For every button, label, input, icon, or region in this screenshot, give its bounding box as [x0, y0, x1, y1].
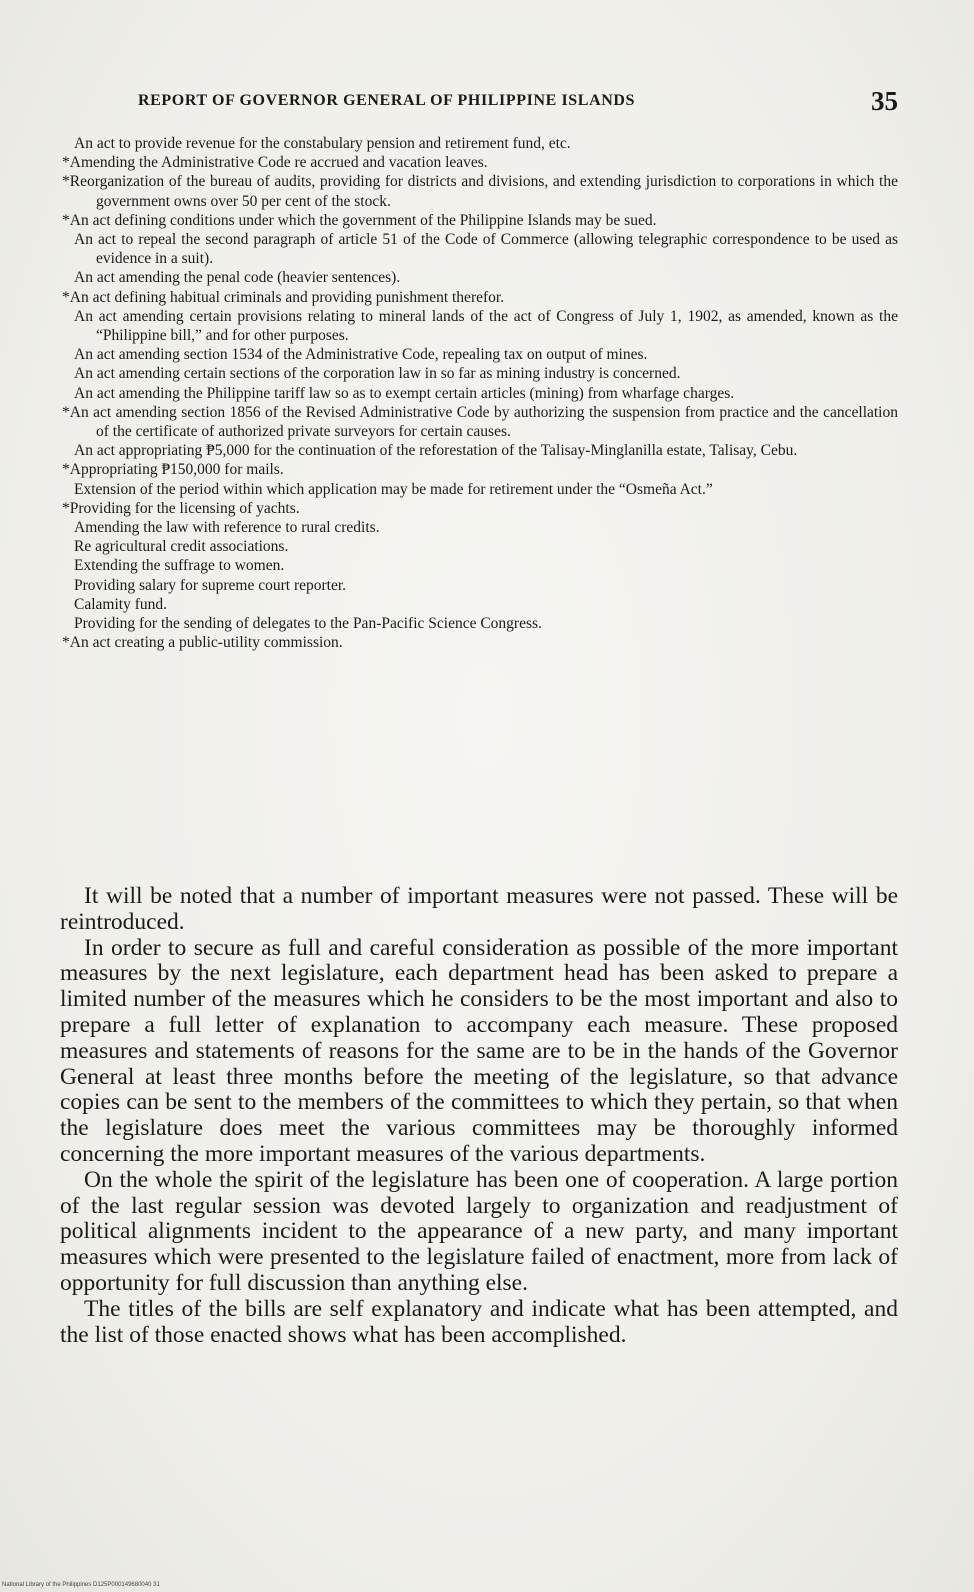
act-item [62, 172, 898, 210]
act-text: An act to provide revenue for the constabulary pension and retirement fund, etc. [74, 135, 571, 152]
paragraph: On the whole the spirit of the legislature has been one of cooperation. A large portion of the last regular session was devoted largely to organization and readjustment of political alignments incident to the appearance of a new party, and many important measures which were presented to the legislature failed of enactment, more from lack of opportunity for full discussion than anything else. [60, 1166, 898, 1296]
act-item [62, 134, 898, 153]
act-item [62, 518, 898, 537]
act-item [62, 288, 898, 307]
act-text: Appropriating ₱150,000 for mails. [69, 461, 284, 479]
act-marker: * [62, 211, 70, 229]
act-item [62, 211, 898, 230]
act-item [62, 614, 898, 633]
act-text: Extending the suffrage to women. [74, 557, 285, 575]
act-marker: * [62, 288, 70, 306]
act-text: Amending the Administrative Code re accrued and vacation leaves. [69, 154, 488, 172]
act-item [62, 307, 898, 345]
act-item [62, 460, 898, 479]
act-item [62, 364, 898, 383]
act-item [62, 403, 898, 441]
running-head: REPORT OF GOVERNOR GENERAL OF PHILIPPINE ISLANDS [138, 92, 636, 109]
act-marker: * [62, 499, 70, 517]
act-marker: * [62, 634, 70, 652]
act-text: An act amending section 1534 of the Administrative Code, repealing tax on output of mines. [74, 346, 648, 364]
act-text: Re agricultural credit associations. [74, 538, 289, 556]
act-item [62, 441, 898, 460]
page-number: 35 [871, 86, 898, 116]
act-text: An act defining habitual criminals and providing punishment therefor. [69, 288, 505, 306]
act-marker: * [62, 403, 70, 421]
act-text: Amending the law with reference to rural credits. [74, 519, 380, 537]
acts-list [62, 134, 898, 652]
act-item [62, 499, 898, 518]
act-text: An act appropriating ₱5,000 for the continuation of the reforestation of the Talisay-Minglanilla estate, Talisay, Cebu. [74, 442, 798, 460]
act-item [62, 268, 898, 287]
paragraph: In order to secure as full and careful consideration as possible of the more important measures by the next legislature, each department head has been asked to prepare a limited number of the measures which he considers to be the most important and also to prepare a full letter of explanation to accompany each measure. These proposed measures and statements of reasons for the same are to be in the hands of the Governor General at least three months before the meeting of the legislature, so that advance copies can be sent to the members of the committees to which they pertain, so that when the legislature does meet the various committees may be thoroughly informed concerning the more important measures of the various departments. [60, 934, 898, 1167]
act-text: An act creating a public-utility commission. [69, 634, 343, 652]
act-item [62, 633, 898, 652]
act-item [62, 576, 898, 595]
act-text: Providing for the licensing of yachts. [69, 499, 300, 517]
body-text [60, 884, 898, 1348]
act-marker: * [62, 461, 70, 479]
act-text: Reorganization of the bureau of audits, providing for districts and divisions, and extending jurisdiction to corporations in which the government owns over 50 per cent of the stock. [69, 173, 898, 210]
page-header [138, 86, 898, 122]
act-text: An act amending certain sections of the corporation law in so far as mining industry is concerned. [74, 365, 681, 383]
act-item [62, 153, 898, 172]
paragraph: The titles of the bills are self explanatory and indicate what has been attempted, and the list of those enacted shows what has been accomplished. [60, 1295, 898, 1348]
act-marker: * [62, 154, 70, 172]
act-item [62, 595, 898, 614]
act-text: Providing for the sending of delegates to the Pan-Pacific Science Congress. [74, 615, 542, 633]
act-text: An act amending certain provisions relating to mineral lands of the act of Congress of July 1, 1902, as amended, known as the “Philippine bill,” and for other purposes. [74, 307, 898, 345]
scan-footer-note: National Library of the Philippines D125P000149680040 31 [2, 1582, 160, 1588]
act-text: An act to repeal the second paragraph of article 51 of the Code of Commerce (allowing telegraphic correspondence to be used as evidence in a suit). [74, 231, 898, 268]
act-text: An act amending the Philippine tariff law so as to exempt certain articles (mining) from wharfage charges. [74, 384, 735, 402]
act-text: Extension of the period within which application may be made for retirement under the “Osmeña Act.” [74, 480, 713, 498]
act-text: An act amending the penal code (heavier sentences). [74, 269, 401, 287]
act-text: An act defining conditions under which the government of the Philippine Islands may be sued. [69, 211, 657, 229]
act-marker: * [62, 173, 70, 191]
act-item [62, 345, 898, 364]
paragraph: It will be noted that a number of important measures were not passed. These will be reintroduced. [60, 883, 898, 935]
act-item [62, 384, 898, 403]
act-text: An act amending section 1856 of the Revised Administrative Code by authorizing the suspension from practice and the cancellation of the certificate of authorized private surveyors for certain causes. [69, 403, 898, 441]
act-item [62, 480, 898, 499]
act-text: Calamity fund. [74, 595, 167, 613]
act-item [62, 230, 898, 268]
act-item [62, 537, 898, 556]
act-text: Providing salary for supreme court reporter. [74, 576, 347, 594]
act-item [62, 556, 898, 575]
